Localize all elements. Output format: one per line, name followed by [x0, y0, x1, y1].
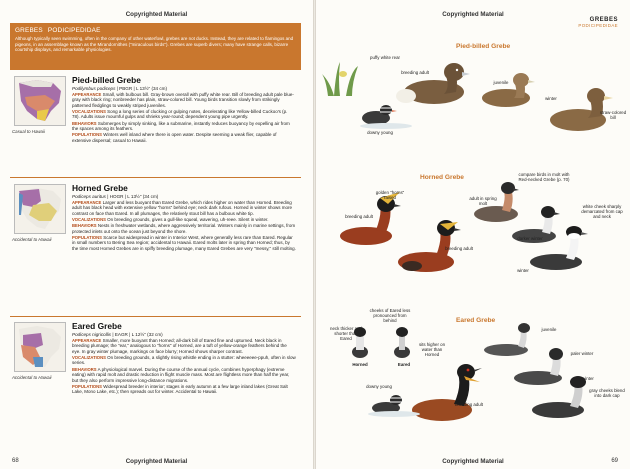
map-caption: Casual to Hawaii	[12, 129, 45, 134]
section-text: Scarce but widespread in winter in Interior West, where generally less rare than Eared. Regular in small numbers to Bering Sea region; accidental to Hawaii. Eared molts later in spring than Horned; thus, by the time most Horned Grebes are in spiffy breeding plumage, many Eared Grebes are very "messy," still molting.	[72, 234, 296, 251]
right-page	[316, 0, 630, 469]
populations-text	[72, 132, 296, 143]
family-intro-text: Although typically seen swimming, often in the company of other waterfowl, grebes are not ducks. Instead, they are related to flamingos and pigeons, in an assemblage known as the Mirandornithes ("miraculous birds"). Grebes are superb divers; many have strange calls, bizarre courtship displays, and remarkable physiologies.	[15, 36, 294, 53]
species-meta: Podiceps auritus | HOGR | L 13½" (34 cm)	[72, 194, 159, 199]
section-tag: POPULATIONS	[72, 383, 102, 389]
section-text: Small, with bulbous bill. Gray-brown overall with puffy white rear. Bill of breeding adult pale blue-gray with black ring; nonbreeder has plain, straw-colored bill. Young birds transition slowly from strikingly patterned fledglings to weakly striped juveniles.	[72, 91, 294, 108]
section-tag: BEHAVIORS	[72, 366, 97, 372]
behaviors-text	[72, 223, 296, 234]
plate-label: breeding adult	[345, 214, 373, 219]
section-tag: VOCALIZATIONS	[72, 354, 106, 360]
vocalizations-text	[72, 355, 296, 366]
section-tag: POPULATIONS	[72, 234, 102, 240]
plate-label: winter	[582, 376, 594, 381]
copyright-header: Copyrighted Material	[442, 11, 504, 18]
plate-label: cheeks of Eared less pronounced from behind	[369, 308, 411, 323]
species-title: Pied-billed Grebe	[72, 75, 141, 85]
appearance-text	[72, 92, 296, 108]
section-text: On breeding grounds, a slightly rising whistle ending in a stutter: wheeeeee-ppuh, often in slow series.	[72, 354, 296, 366]
species-meta: Podilymbus podiceps | PBGR | L 13½" (34 cm)	[72, 86, 168, 91]
family-intro-band	[10, 23, 301, 70]
plate-label: white cheek sharply demarcated from cap and neck	[581, 204, 623, 219]
section-text: On breeding grounds, gives a gull-like squeal, wavering, uh-reee. Silent in winter.	[107, 216, 269, 222]
reeds-illustration	[322, 62, 358, 96]
species-code: HOGR	[109, 194, 124, 199]
species-length: L 13½" (34 cm)	[135, 86, 168, 91]
scientific-name: Podiceps auritus	[72, 194, 106, 199]
copyright-footer: Copyrighted Material	[442, 458, 504, 465]
species-code: PBGR	[119, 86, 133, 91]
section-text: Submerges by simply sinking, like a submarine, instantly reduces buoyancy by expelling air from the spaces among its feathers.	[72, 120, 290, 132]
plate-label: darker winter	[517, 236, 543, 241]
scientific-name: Podilymbus podiceps	[72, 86, 116, 91]
section-text: Widespread breeder in interior; stages in early autumn at a few large inland lakes (Great Salt Lake, Mono Lake, etc.); then spreads out for winter. Accidental to Hawaii.	[72, 383, 288, 395]
species-eared-grebe	[72, 321, 296, 395]
plate-label: gray cheeks blend into dark cap	[589, 388, 625, 398]
running-header-latin: PODICIPEDIDAE	[578, 23, 618, 28]
plate-label: breeding adult	[401, 70, 429, 75]
species-horned-grebe	[72, 183, 296, 251]
divider	[10, 177, 301, 178]
vocalizations-text	[72, 217, 296, 222]
species-pied-billed-grebe	[72, 75, 296, 143]
populations-text	[72, 235, 296, 251]
family-name: GREBES	[15, 27, 43, 34]
range-map-icon	[15, 185, 67, 235]
behaviors-text	[72, 121, 296, 132]
scientific-name: Podiceps nigricollis	[72, 332, 112, 337]
plate-title-horned: Horned Grebe	[420, 174, 464, 181]
map-caption: Accidental to Hawaii	[12, 375, 52, 380]
range-map-icon	[15, 77, 67, 127]
plate-label: puffy white rear	[370, 55, 400, 60]
section-text: Nests in freshwater wetlands, where aggressively territorial. Winters mainly in marine settings, from protected inlets out onto the ocean just beyond the shore.	[72, 223, 296, 234]
map-caption: Accidental to Hawaii	[12, 237, 52, 242]
plate-illustrations	[316, 0, 630, 469]
page-number: 69	[611, 458, 618, 464]
divider	[10, 316, 301, 317]
left-page	[0, 0, 313, 469]
section-tag: BEHAVIORS	[72, 223, 97, 229]
species-title: Eared Grebe	[72, 321, 122, 331]
section-tag: BEHAVIORS	[72, 120, 97, 126]
species-meta: Podiceps nigricollis | EAGR | L 12½" (32 cm)	[72, 332, 163, 337]
page-number: 68	[12, 458, 19, 464]
section-text: Song a long series of clucking or gulping notes, decelerating like Yellow-billed Cuckoo's (p. 78). Adults issue mournful gulps and shrieks year-round; dependent young pipe urgently.	[72, 108, 288, 120]
section-text: Winters well inland where there is open water. Despite seeming a weak flier, capable of extensive dispersal; casual to Hawaii.	[72, 132, 277, 143]
plate-label: downy young	[366, 384, 392, 389]
copyright-header: Copyrighted Material	[125, 11, 188, 18]
plate-label: juvenile	[541, 327, 557, 332]
plate-label: neck thicker and shorter than Eared	[330, 326, 362, 341]
range-map-eared	[14, 322, 66, 372]
running-header-family: GREBES	[589, 17, 618, 23]
plate-label: winter	[517, 268, 529, 273]
section-text: A physiological marvel. During the course of the annual cycle, combines hyperphagy (extreme eating) with rapid molt and drastic reduction in flight muscle mass. Most are flightless more than half the year, but they also perform impressive long-distance migrations.	[72, 366, 290, 383]
range-map-pied-billed	[14, 76, 66, 126]
plate-title-eared: Eared Grebe	[456, 317, 496, 324]
plate-label: golden "horns" raised	[375, 190, 405, 200]
plate-label: paler winter	[570, 351, 594, 356]
plate-label: breeding adult	[455, 402, 483, 407]
species-length: L 12½" (32 cm)	[131, 332, 163, 337]
section-tag: APPEARANCE	[72, 337, 102, 343]
range-map-horned	[14, 184, 66, 234]
plate-label: adult in spring molt	[469, 196, 497, 206]
copyright-footer: Copyrighted Material	[125, 458, 188, 465]
plate-label: Eared	[397, 362, 411, 367]
plate-label: winter	[545, 96, 557, 101]
populations-text	[72, 384, 296, 395]
appearance-text	[72, 338, 296, 354]
plate-label: breeding adult	[445, 246, 473, 251]
appearance-text	[72, 200, 296, 216]
section-text: Smaller, more buoyant than Horned; all-dark bill of Eared fine and upturned. Neck black in breeding plumage; the "ear," analogous to "horns" of Horned, are a tuft of yellow-orange feathers behind the eye. In gray winter plumage, markings on face blurry; Horned shows sharper contrast.	[72, 337, 287, 354]
range-map-icon	[15, 323, 67, 373]
vocalizations-text	[72, 109, 296, 120]
section-tag: APPEARANCE	[72, 91, 102, 97]
plate-label: juvenile	[493, 80, 509, 85]
plate-label: straw-colored bill	[599, 110, 627, 120]
plate-title-pied-billed: Pied-billed Grebe	[456, 43, 511, 50]
family-heading	[15, 27, 296, 34]
behaviors-text	[72, 367, 296, 383]
section-tag: VOCALIZATIONS	[72, 216, 106, 222]
species-length: L 13½" (34 cm)	[127, 194, 159, 199]
section-text: Larger and less buoyant than Eared Grebe, which rides higher on water than Horned. Breeding adult has black head with extensive yellow "horns" behind eye; neck dark rufous. Horned in winter shows more contrast on face than Eared. In all plumages, the relatively stout bill has a bulbous white tip.	[72, 199, 293, 216]
pied-billed-illustrations	[322, 62, 613, 131]
plate-label: compare birds in molt with Red-necked Grebe (p. 70)	[518, 172, 570, 182]
plate-label: sits higher on water than Horned	[418, 342, 446, 357]
section-tag: APPEARANCE	[72, 199, 102, 205]
species-title: Horned Grebe	[72, 183, 128, 193]
plate-label: Horned	[352, 362, 368, 367]
family-latin: PODICIPEDIDAE	[47, 27, 101, 34]
species-code: EAGR	[114, 332, 128, 337]
section-tag: POPULATIONS	[72, 132, 102, 138]
plate-label: downy young	[367, 130, 393, 135]
section-tag: VOCALIZATIONS	[72, 108, 106, 114]
